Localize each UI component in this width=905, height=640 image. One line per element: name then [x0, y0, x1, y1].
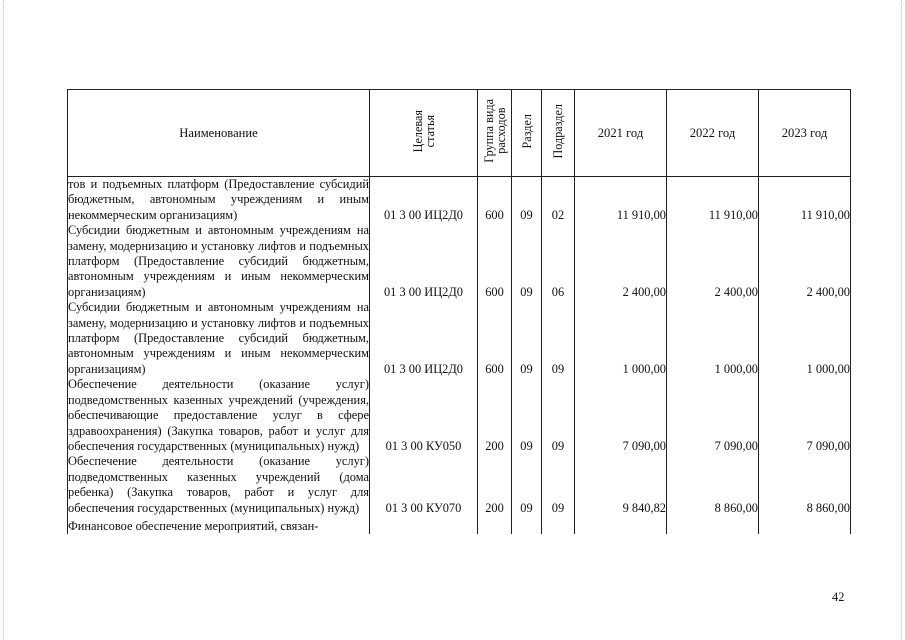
row-article: 01 3 00 КУ070 — [370, 454, 478, 516]
row-subsection — [542, 516, 575, 534]
table-header-row — [68, 90, 851, 177]
row-2023: 2 400,00 — [759, 223, 851, 300]
table-row — [68, 177, 851, 224]
table-row — [68, 223, 851, 300]
budget-table — [67, 89, 851, 534]
row-name: тов и подъемных платформ (Предоставление субсидий бюджетным, автономным учреждениям и иным некоммерческим организациям) — [68, 177, 369, 222]
row-group — [478, 516, 512, 534]
row-2021: 2 400,00 — [575, 223, 667, 300]
row-article: 01 3 00 ИЦ2Д0 — [370, 300, 478, 377]
header-2023: 2023 год — [759, 90, 851, 177]
row-2022 — [667, 516, 759, 534]
row-article: 01 3 00 КУ050 — [370, 377, 478, 454]
row-2023: 1 000,00 — [759, 300, 851, 377]
row-group: 200 — [478, 454, 512, 516]
left-margin-guide — [3, 0, 4, 640]
header-2021: 2021 год — [575, 90, 667, 177]
header-name: Наименование — [68, 90, 370, 177]
row-2021: 11 910,00 — [575, 177, 667, 224]
row-2022: 2 400,00 — [667, 223, 759, 300]
row-2021: 1 000,00 — [575, 300, 667, 377]
right-margin-guide — [901, 0, 902, 640]
row-group: 600 — [478, 223, 512, 300]
row-section: 09 — [512, 177, 542, 224]
row-2021: 9 840,82 — [575, 454, 667, 516]
row-subsection: 09 — [542, 300, 575, 377]
row-name: Обеспечение деятельности (оказание услуг) подведомственных казенных учреждений (дома ребенка) (Закупка товаров, работ и услуг для обеспечения государственных (муниципальных) нужд) — [68, 454, 369, 515]
row-2023: 11 910,00 — [759, 177, 851, 224]
header-section: Раздел — [512, 90, 542, 177]
row-section: 09 — [512, 223, 542, 300]
row-section: 09 — [512, 377, 542, 454]
row-2023 — [759, 516, 851, 534]
header-article: Целевая статья — [370, 90, 478, 177]
row-2023: 7 090,00 — [759, 377, 851, 454]
row-name: Финансовое обеспечение мероприятий, связан- — [68, 516, 370, 534]
page-number: 42 — [832, 590, 845, 604]
row-subsection: 09 — [542, 377, 575, 454]
row-subsection: 06 — [542, 223, 575, 300]
row-article: 01 3 00 ИЦ2Д0 — [370, 177, 478, 224]
row-2021 — [575, 516, 667, 534]
row-2022: 1 000,00 — [667, 300, 759, 377]
row-article: 01 3 00 ИЦ2Д0 — [370, 223, 478, 300]
table-row-partial — [68, 516, 851, 534]
header-2022: 2022 год — [667, 90, 759, 177]
row-group: 200 — [478, 377, 512, 454]
row-section: 09 — [512, 454, 542, 516]
row-subsection: 09 — [542, 454, 575, 516]
header-subsection: Подраздел — [542, 90, 575, 177]
row-article — [370, 516, 478, 534]
header-expense-group: Группа вида расходов — [478, 90, 512, 177]
row-subsection: 02 — [542, 177, 575, 224]
row-2022: 7 090,00 — [667, 377, 759, 454]
row-section — [512, 516, 542, 534]
row-name: Субсидии бюджетным и автономным учреждениям на замену, модернизацию и установку лифтов и подъемных платформ (Предоставление субсидий бюджетным, автономным учреждениям и иным некоммерческим организациям) — [68, 223, 369, 299]
table-row — [68, 454, 851, 516]
row-2021: 7 090,00 — [575, 377, 667, 454]
row-group: 600 — [478, 177, 512, 224]
row-2022: 11 910,00 — [667, 177, 759, 224]
row-name: Обеспечение деятельности (оказание услуг) подведомственных казенных учреждений (учреждения, обеспечивающие предоставление услуг в сфере здравоохранения) (Закупка товаров, работ и услуг для обеспечения государственных (муниципальных) нужд) — [68, 377, 369, 453]
table-row — [68, 300, 851, 377]
row-2022: 8 860,00 — [667, 454, 759, 516]
row-name: Субсидии бюджетным и автономным учреждениям на замену, модернизацию и установку лифтов и подъемных платформ (Предоставление субсидий бюджетным, автономным учреждениям и иным некоммерческим организациям) — [68, 300, 369, 376]
row-section: 09 — [512, 300, 542, 377]
table-row — [68, 377, 851, 454]
row-2023: 8 860,00 — [759, 454, 851, 516]
row-group: 600 — [478, 300, 512, 377]
